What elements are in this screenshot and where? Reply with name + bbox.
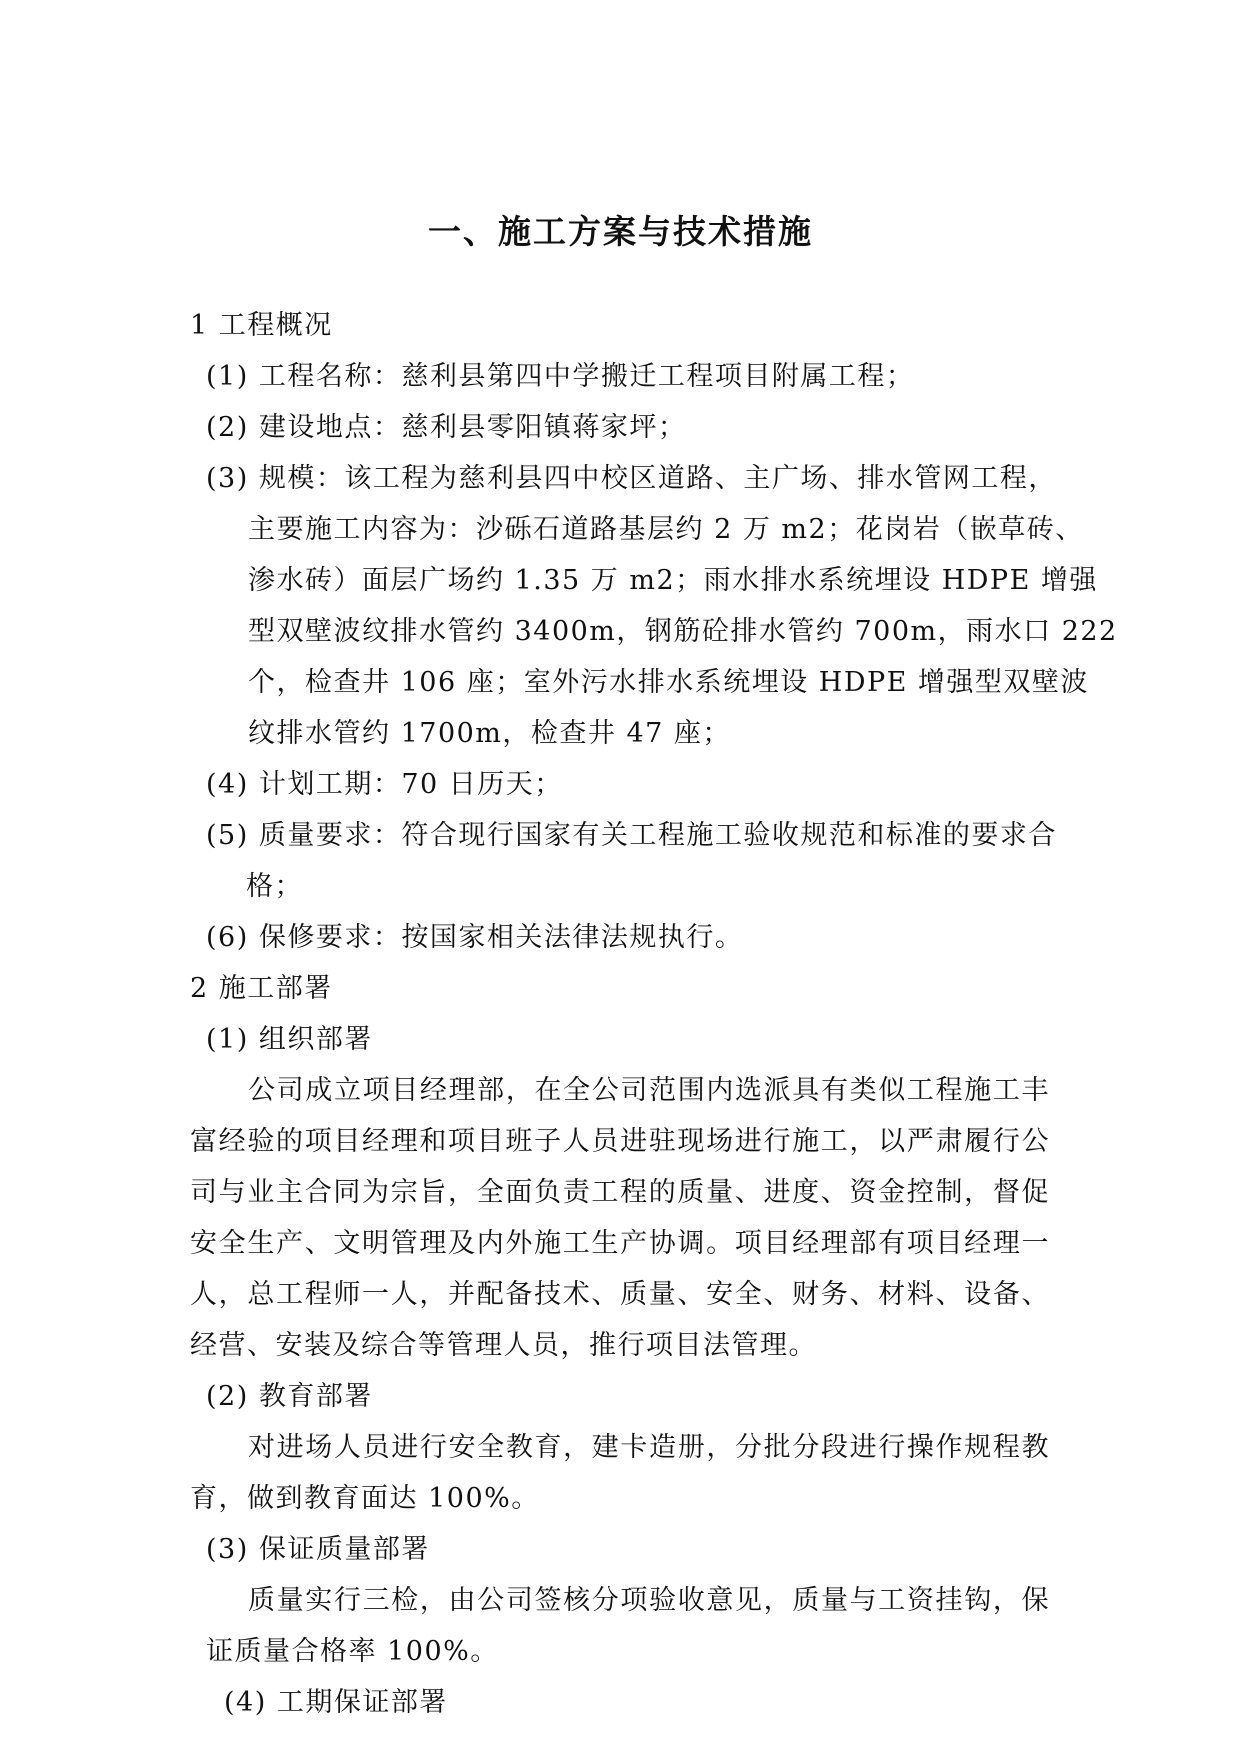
- quality-item-line: (5) 质量要求：符合现行国家有关工程施工验收规范和标准的要求合: [206, 820, 1057, 851]
- quality-paragraph-line: 质量实行三检，由公司签核分项验收意见，质量与工资挂钩，保: [248, 1585, 1050, 1616]
- org-paragraph-line: 安全生产、文明管理及内外施工生产协调。项目经理部有项目经理一: [190, 1228, 1050, 1259]
- schedule-item: (4) 计划工期：70 日历天；: [206, 769, 563, 800]
- edu-paragraph-line: 育，做到教育面达 100%。: [190, 1483, 540, 1514]
- edu-deployment-heading: (2) 教育部署: [206, 1381, 373, 1412]
- org-paragraph-line: 公司成立项目经理部，在全公司范围内选派具有类似工程施工丰: [248, 1075, 1050, 1106]
- section-2-heading: 2 施工部署: [190, 973, 333, 1004]
- scale-item-line: 个，检查井 106 座；室外污水排水系统埋设 HDPE 增强型双壁波: [248, 667, 1089, 698]
- quality-deployment-heading: (3) 保证质量部署: [206, 1534, 430, 1565]
- org-paragraph-line: 人，总工程师一人，并配备技术、质量、安全、财务、材料、设备、: [190, 1279, 1050, 1310]
- section-1-heading: 1 工程概况: [190, 310, 333, 341]
- org-deployment-heading: (1) 组织部署: [206, 1024, 373, 1055]
- warranty-item: (6) 保修要求：按国家相关法律法规执行。: [206, 922, 744, 953]
- scale-item-line: 纹排水管约 1700m，检查井 47 座；: [248, 718, 731, 749]
- scale-item-line: (3) 规模：该工程为慈利县四中校区道路、主广场、排水管网工程，: [206, 463, 1057, 494]
- page-title: 一、施工方案与技术措施: [428, 212, 813, 251]
- location-item: (2) 建设地点：慈利县零阳镇蒋家坪；: [206, 412, 687, 443]
- org-paragraph-line: 司与业主合同为宗旨，全面负责工程的质量、进度、资金控制，督促: [190, 1177, 1050, 1208]
- project-name-item: (1) 工程名称：慈利县第四中学搬迁工程项目附属工程；: [206, 361, 915, 392]
- edu-paragraph-line: 对进场人员进行安全教育，建卡造册，分批分段进行操作规程教: [248, 1432, 1050, 1463]
- quality-paragraph-line: 证质量合格率 100%。: [206, 1636, 499, 1667]
- schedule-deployment-heading: (4) 工期保证部署: [224, 1687, 448, 1718]
- org-paragraph-line: 经营、安装及综合等管理人员，推行项目法管理。: [190, 1330, 817, 1361]
- scale-item-line: 型双壁波纹排水管约 3400m，钢筋砼排水管约 700m，雨水口 222: [248, 616, 1118, 647]
- org-paragraph-line: 富经验的项目经理和项目班子人员进驻现场进行施工，以严肃履行公: [190, 1126, 1050, 1157]
- quality-item-line: 格；: [246, 871, 303, 902]
- scale-item-line: 主要施工内容为：沙砾石道路基层约 2 万 m2；花岗岩（嵌草砖、: [248, 514, 1084, 545]
- scale-item-line: 渗水砖）面层广场约 1.35 万 m2；雨水排水系统埋设 HDPE 增强: [248, 565, 1098, 596]
- document-body: [190, 300, 1118, 1728]
